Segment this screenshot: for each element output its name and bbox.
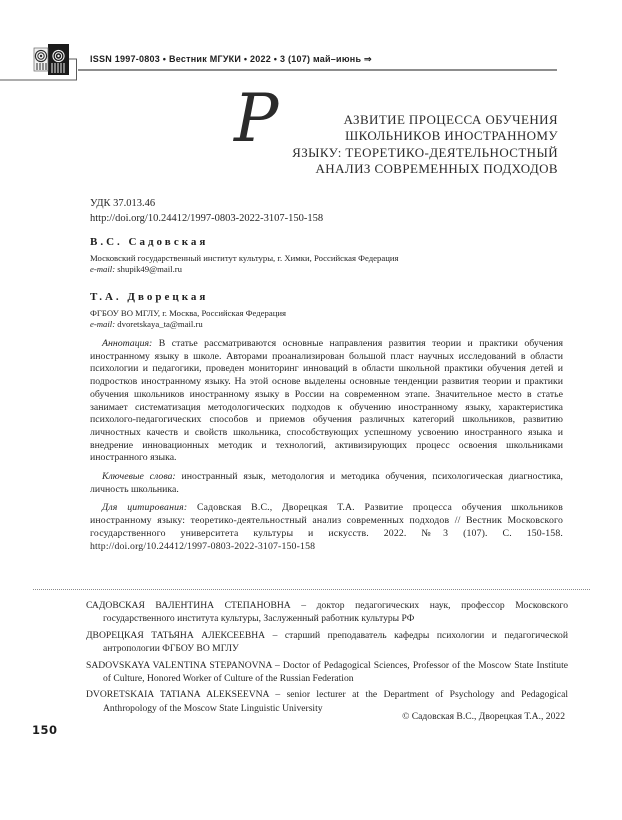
dotted-divider (33, 589, 590, 590)
abstract-paragraph (90, 338, 563, 465)
email-address: dvoretskaya_ta@mail.ru (117, 318, 203, 329)
abstract-label: Аннотация: (102, 338, 153, 349)
doi-link: http://doi.org/10.24412/1997-0803-2022-3107-150-158 (90, 213, 324, 224)
author-email (90, 319, 286, 330)
author-name: Т.А. Дворецкая (90, 291, 209, 303)
author-block (90, 236, 398, 274)
author-affiliation: ФГБОУ ВО МГЛУ, г. Москва, Российская Федерация (90, 308, 287, 318)
bio-entry: САДОВСКАЯ ВАЛЕНТИНА СТЕПАНОВНА – доктор педагогических наук, профессор Московского государственного института культуры, Заслуженный работник культуры РФ (86, 600, 568, 625)
citation-label: Для цитирования: (102, 502, 188, 514)
journal-logo (33, 44, 69, 80)
title-line: ШКОЛЬНИКОВ ИНОСТРАННОМУ (345, 128, 558, 144)
email-label: e-mail: (90, 263, 116, 274)
email-address: shupik49@mail.ru (117, 263, 182, 274)
author-email (90, 264, 398, 275)
journal-running-head: ISSN 1997-0803 • Вестник МГУКИ • 2022 • 3 (107) май–июнь ⇒ (90, 54, 372, 64)
bio-entry: DVORETSKAIA TATIANA ALEKSEEVNA – senior lecturer at the Department of Psychology and Pedagogical Anthropology of the Moscow State Linguistic University (86, 689, 568, 714)
keywords-text: иностранный язык, методология и методика обучения, психологическая диагностика, личность школьника. (90, 471, 564, 495)
author-affiliation: Московский государственный институт культуры, г. Химки, Российская Федерация (90, 253, 399, 263)
title-line: ЯЗЫКУ: ТЕОРЕТИКО-ДЕЯТЕЛЬНОСТНЫЙ (292, 144, 558, 160)
keywords-paragraph (90, 471, 563, 496)
ionic-column-icon (33, 44, 69, 80)
author-block (90, 291, 286, 329)
abstract-section (90, 338, 563, 559)
author-bios (86, 599, 568, 718)
author-name: В.С. Садовская (90, 236, 209, 248)
email-label: e-mail: (90, 318, 116, 329)
citation-paragraph (90, 502, 563, 553)
keywords-label: Ключевые слова: (102, 471, 176, 483)
title-line: АНАЛИЗ СОВРЕМЕННЫХ ПОДХОДОВ (315, 161, 558, 177)
abstract-text: В статье рассматриваются основные направления развития теории и практики обучения иностранному языку в школе. Авторами проанализирован большой пласт научных исследований в области психологии и педагогики, проведен мониторинг инноваций в области школьной практики обучения детей и подростков иностранному языку. На этой основе выделены основные тенденции развития теории и практики обучения школьников иностранному языку в России на современном этапе. Значительное место в статье занимает систематизация методологических подходов к обучению иностранному языку, характеристика психолого-педагогических способов и приемов обучения различных категорий школьников, развитию личностных качеств и свойств школьника, способствующих успешному усвоению иностранного языка и внедрение инновационных методик и технологий, активизирующих процесс освоения школьниками иностранного языка. (90, 338, 564, 464)
citation-text: Садовская В.С., Дворецкая Т.А. Развитие процесса обучения школьников иностранному языку: теоретико-деятельностный анализ современных подходов // Вестник Московского государственного университета культуры и искусств. 2022. №3 (107). С. 150-158. http://doi.org/10.24412/1997-0803-2022-3107-150-158 (90, 502, 564, 552)
bio-entry: SADOVSKAYA VALENTINA STEPANOVNA – Doctor of Pedagogical Sciences, Professor of the Moscow State Institute of Culture, Honored Worker of Culture of the Russian Federation (86, 659, 568, 685)
title-dropcap: Р (234, 80, 279, 157)
page-number: 150 (32, 723, 58, 737)
article-meta (90, 196, 323, 226)
article-title (198, 112, 558, 178)
bio-entry: ДВОРЕЦКАЯ ТАТЬЯНА АЛЕКСЕЕВНА – старший преподаватель кафедры психологии и педагогической антропологии ФГБОУ ВО МГЛУ (86, 629, 568, 655)
udc-number: УДК 37.013.46 (90, 198, 156, 209)
copyright-notice: © Садовская В.С., Дворецкая Т.А., 2022 (402, 711, 565, 722)
title-line: АЗВИТИЕ ПРОЦЕССА ОБУЧЕНИЯ (343, 112, 558, 127)
header-rule (78, 69, 557, 71)
